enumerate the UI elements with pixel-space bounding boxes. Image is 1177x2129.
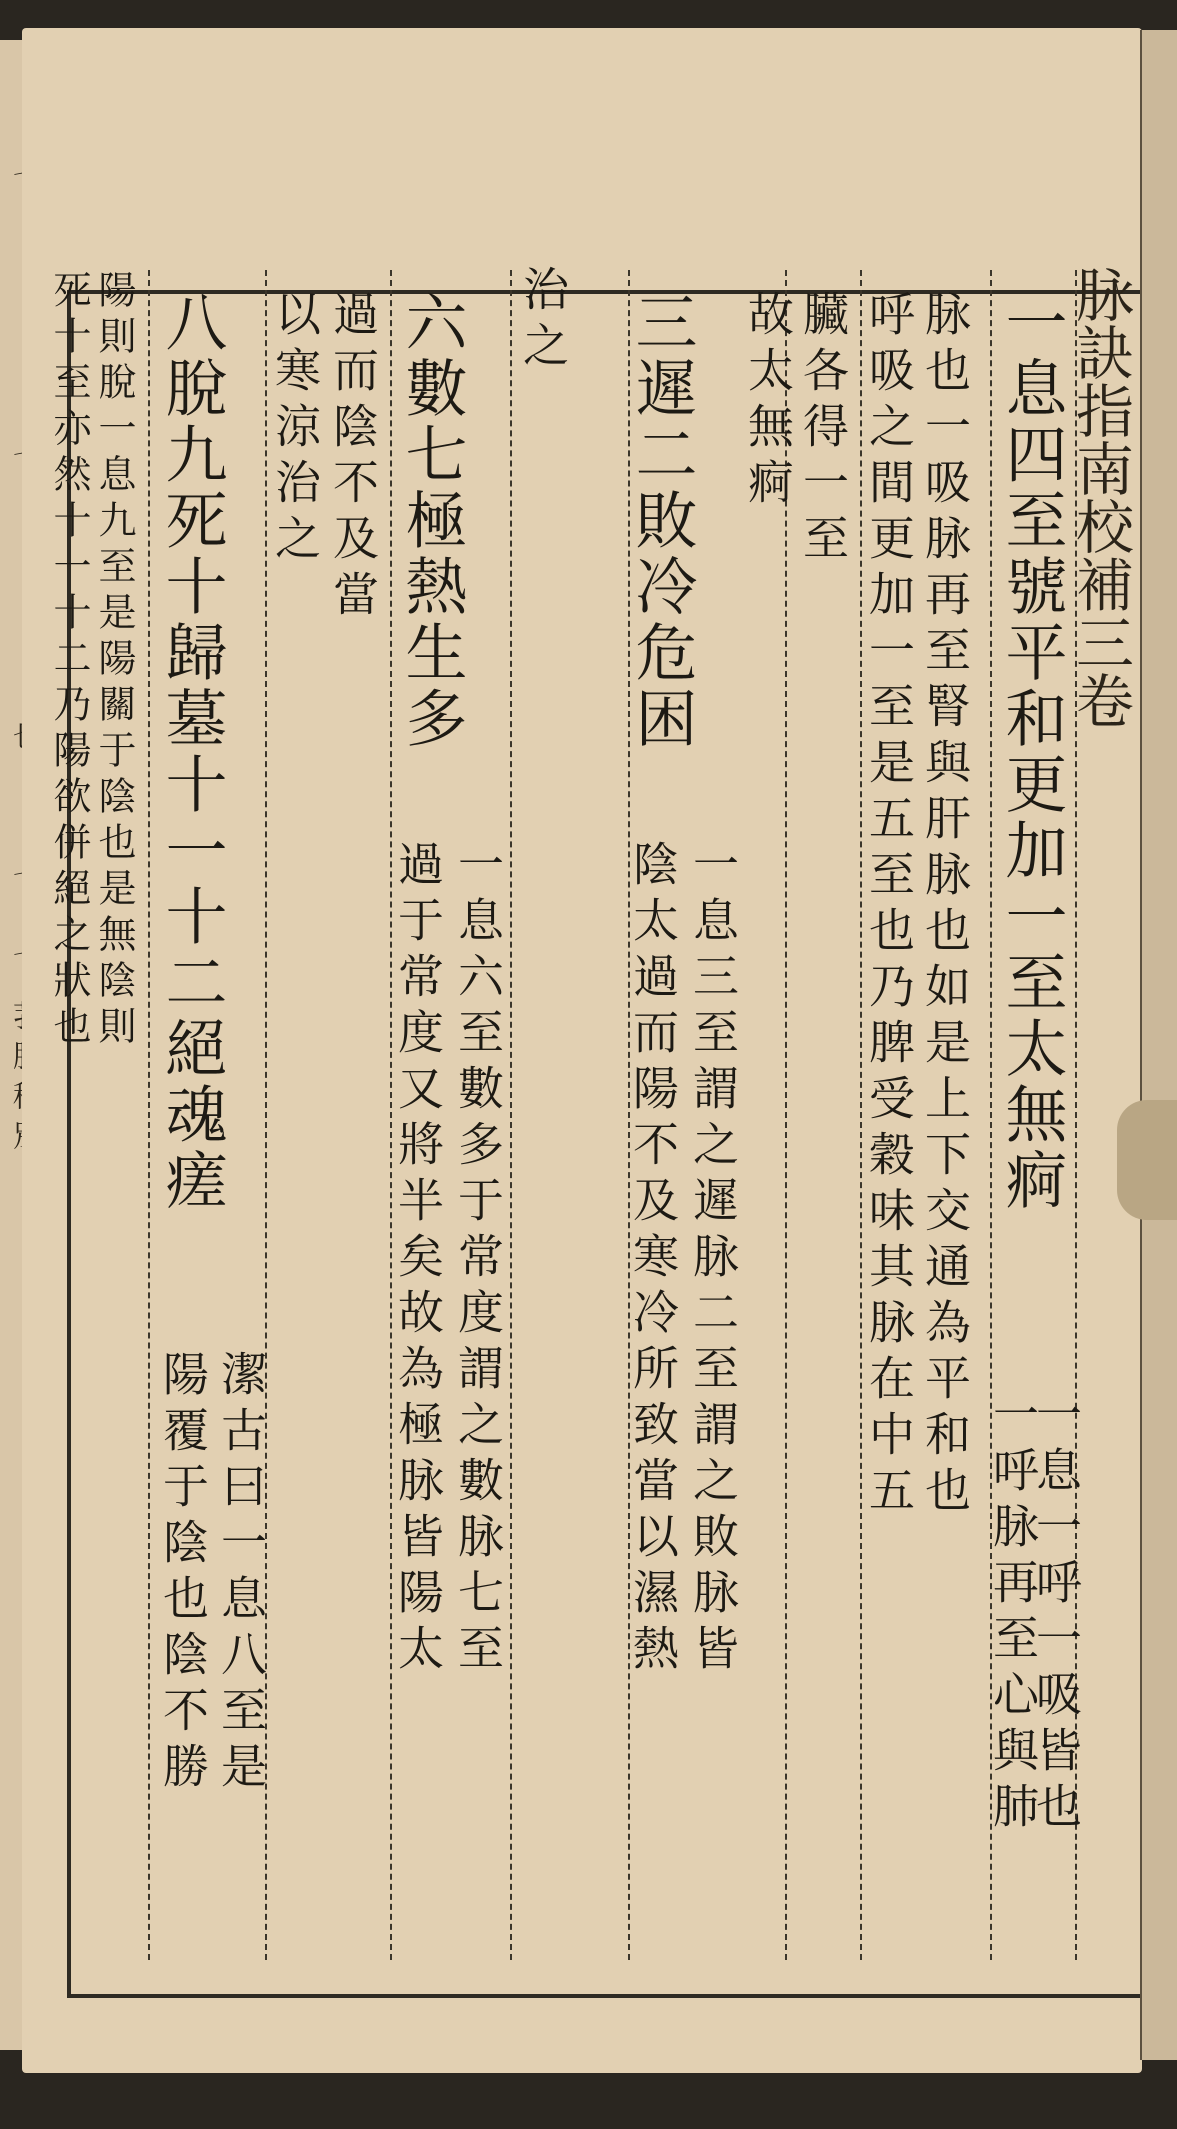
main-verse-3: 六數七極熱生多 <box>395 290 468 752</box>
commentary-line: 呼吸之間更加一至是五至也乃脾受穀味其脉在中五 <box>862 290 916 1522</box>
bookmark-tab <box>1117 1100 1177 1220</box>
commentary-line: 死十至亦然十一十二乃陽欲併絕之狀也 <box>47 270 91 1052</box>
commentary-line: 治之 <box>516 265 570 377</box>
commentary-line: 以寒涼治之 <box>268 290 322 570</box>
commentary-line: 一息六至數多于常度謂之數脉七至 <box>451 840 505 1680</box>
commentary-line: 過而陰不及當 <box>326 290 380 626</box>
commentary-line: 一息三至謂之遲脉二至謂之敗脉皆 <box>686 840 740 1680</box>
commentary-line: 臟各得一至 <box>796 290 850 570</box>
commentary-line: 故太無痾 <box>741 290 795 514</box>
commentary-line: 一息一呼一吸皆也 <box>1029 1390 1083 1838</box>
margin-title: 脉訣指南校補三卷 <box>1066 265 1134 729</box>
commentary-line: 過于常度又將半矣故為極脉皆陽太 <box>391 840 445 1680</box>
commentary-line: 陰太過而陽不及寒冷所致當以濕熱 <box>626 840 680 1680</box>
commentary-line: 一呼脉再至心與肺 <box>986 1390 1040 1838</box>
column-rule <box>148 270 150 1960</box>
right-page-edge <box>1140 30 1177 2060</box>
commentary-line: 陽覆于陰也陰不勝 <box>156 1350 210 1798</box>
column-rule <box>510 270 512 1960</box>
commentary-line: 陽則脫一息九至是陽關于陰也是無陰則 <box>92 270 136 1052</box>
commentary-line: 脉也一吸脉再至腎與肝脉也如是上下交通為平和也 <box>918 290 972 1522</box>
commentary-line: 潔古曰一息八至是 <box>214 1350 268 1798</box>
main-verse-4: 八脫九死十歸墓十一十二絕魂瘥 <box>155 290 228 1214</box>
main-verse-2: 三遲二敗冷危困 <box>625 290 698 752</box>
main-verse-1: 一息四至號平和更加一至太無痾 <box>995 290 1068 1214</box>
column-rule <box>785 270 787 1960</box>
